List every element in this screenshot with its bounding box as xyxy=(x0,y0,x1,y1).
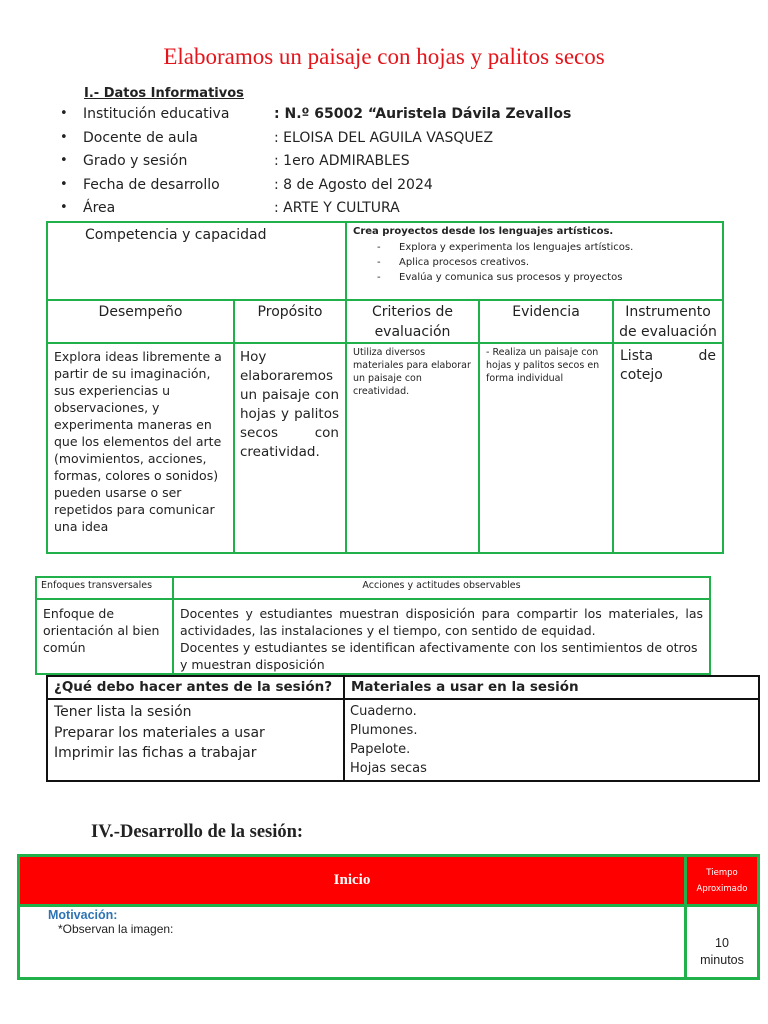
info-item-grado xyxy=(58,151,718,175)
proposito-cell: Hoy elaboraremos un paisaje con hojas y palitos secos con creatividad. xyxy=(234,343,346,553)
accion-2: Docentes y estudiantes se identifican afectivamente con los sentimientos de otros y muestran disposición xyxy=(180,640,698,672)
info-value: : 1ero ADMIRABLES xyxy=(274,153,410,169)
enfoques-table xyxy=(35,576,711,675)
header-evidencia: Evidencia xyxy=(479,300,613,343)
info-value: : N.º 65002 “Auristela Dávila Zevallos xyxy=(274,106,572,122)
info-item-docente xyxy=(58,128,718,152)
capacidad-item: - Aplica procesos creativos. xyxy=(353,255,722,270)
acciones-header: Acciones y actitudes observables xyxy=(173,577,710,599)
antes-header: ¿Qué debo hacer antes de la sesión? xyxy=(47,676,344,699)
motivacion-cell xyxy=(19,906,686,979)
header-instrumento: Instrumento de evaluación xyxy=(613,300,723,343)
desarrollo-table xyxy=(17,854,760,980)
info-item-fecha xyxy=(58,175,718,199)
criterios-cell: Utiliza diversos materiales para elaborar un paisaje con creatividad. xyxy=(346,343,479,553)
capacidad-item: - Evalúa y comunica sus procesos y proyectos xyxy=(353,270,722,285)
header-desempeno: Desempeño xyxy=(47,300,234,343)
info-value: : ELOISA DEL AGUILA VASQUEZ xyxy=(274,129,494,146)
bullet-icon: • xyxy=(60,106,68,121)
competencia-label-cell xyxy=(47,222,346,300)
materiales-cell xyxy=(344,699,759,781)
motivacion-label: Motivación: xyxy=(48,908,118,922)
accion-1: Docentes y estudiantes muestran disposición para compartir los materiales, las actividades, las instalaciones y el tiempo, con sentido de equidad. xyxy=(180,606,703,638)
info-label: Docente de aula xyxy=(83,129,198,146)
bullet-icon: • xyxy=(60,200,68,215)
duracion-cell: 10 minutos xyxy=(686,906,759,979)
competencia-table xyxy=(46,221,724,554)
desempeno-cell: Explora ideas libremente a partir de su imaginación, sus experiencias u observaciones, y experimenta maneras en que los elementos del arte (movimientos, acciones, formas, colores o sonidos) pueden usarse o ser repetidos para comunicar una idea xyxy=(47,343,234,553)
competencia-heading: Crea proyectos desde los lenguajes artísticos. xyxy=(353,226,614,237)
info-value: : 8 de Agosto del 2024 xyxy=(274,176,433,193)
enfoques-header: Enfoques transversales xyxy=(36,577,173,599)
header-criterios: Criterios de evaluación xyxy=(346,300,479,343)
inicio-header: Inicio xyxy=(19,856,686,906)
preparacion-table xyxy=(46,675,760,782)
page-title: Elaboramos un paisaje con hojas y palitos secos xyxy=(163,44,605,69)
section-datos-informativos-title: I.- Datos Informativos xyxy=(84,86,244,101)
bullet-icon: • xyxy=(60,129,68,145)
tarea-item: Tener lista la sesión xyxy=(54,704,192,720)
tarea-item: Preparar los materiales a usar xyxy=(54,724,265,741)
acciones-cell xyxy=(173,599,710,674)
info-label: Fecha de desarrollo xyxy=(83,176,220,193)
material-item: Plumones. xyxy=(350,723,418,738)
header-proposito: Propósito xyxy=(234,300,346,343)
instrumento-cell: Lista de cotejo xyxy=(613,343,723,553)
competencia-content-cell xyxy=(346,222,723,300)
material-item: Hojas secas xyxy=(350,761,427,776)
info-label: Institución educativa xyxy=(83,106,230,122)
tiempo-header: Tiempo Aproximado xyxy=(686,856,759,906)
material-item: Cuaderno. xyxy=(350,704,417,719)
enfoque-cell: Enfoque de orientación al bien común xyxy=(36,599,173,674)
capacidades-list xyxy=(353,240,722,285)
observan-text: *Observan la imagen: xyxy=(58,922,174,936)
materiales-header: Materiales a usar en la sesión xyxy=(344,676,759,699)
info-list xyxy=(58,104,718,222)
capacidad-item: - Explora y experimenta los lenguajes artísticos. xyxy=(353,240,722,255)
bullet-icon: • xyxy=(60,153,68,168)
material-item: Papelote. xyxy=(350,742,411,757)
info-item-area xyxy=(58,198,718,222)
bullet-icon: • xyxy=(60,176,68,192)
info-label: Área xyxy=(83,200,116,216)
tareas-cell xyxy=(47,699,344,781)
info-label: Grado y sesión xyxy=(83,153,188,169)
info-value: : ARTE Y CULTURA xyxy=(274,200,400,216)
section-desarrollo-title: IV.-Desarrollo de la sesión: xyxy=(91,822,304,842)
tarea-item: Imprimir las fichas a trabajar xyxy=(54,745,257,761)
competencia-label: Competencia y capacidad xyxy=(85,227,267,243)
evidencia-cell: - Realiza un paisaje con hojas y palitos secos en forma individual xyxy=(479,343,613,553)
info-item-institucion xyxy=(58,104,718,128)
